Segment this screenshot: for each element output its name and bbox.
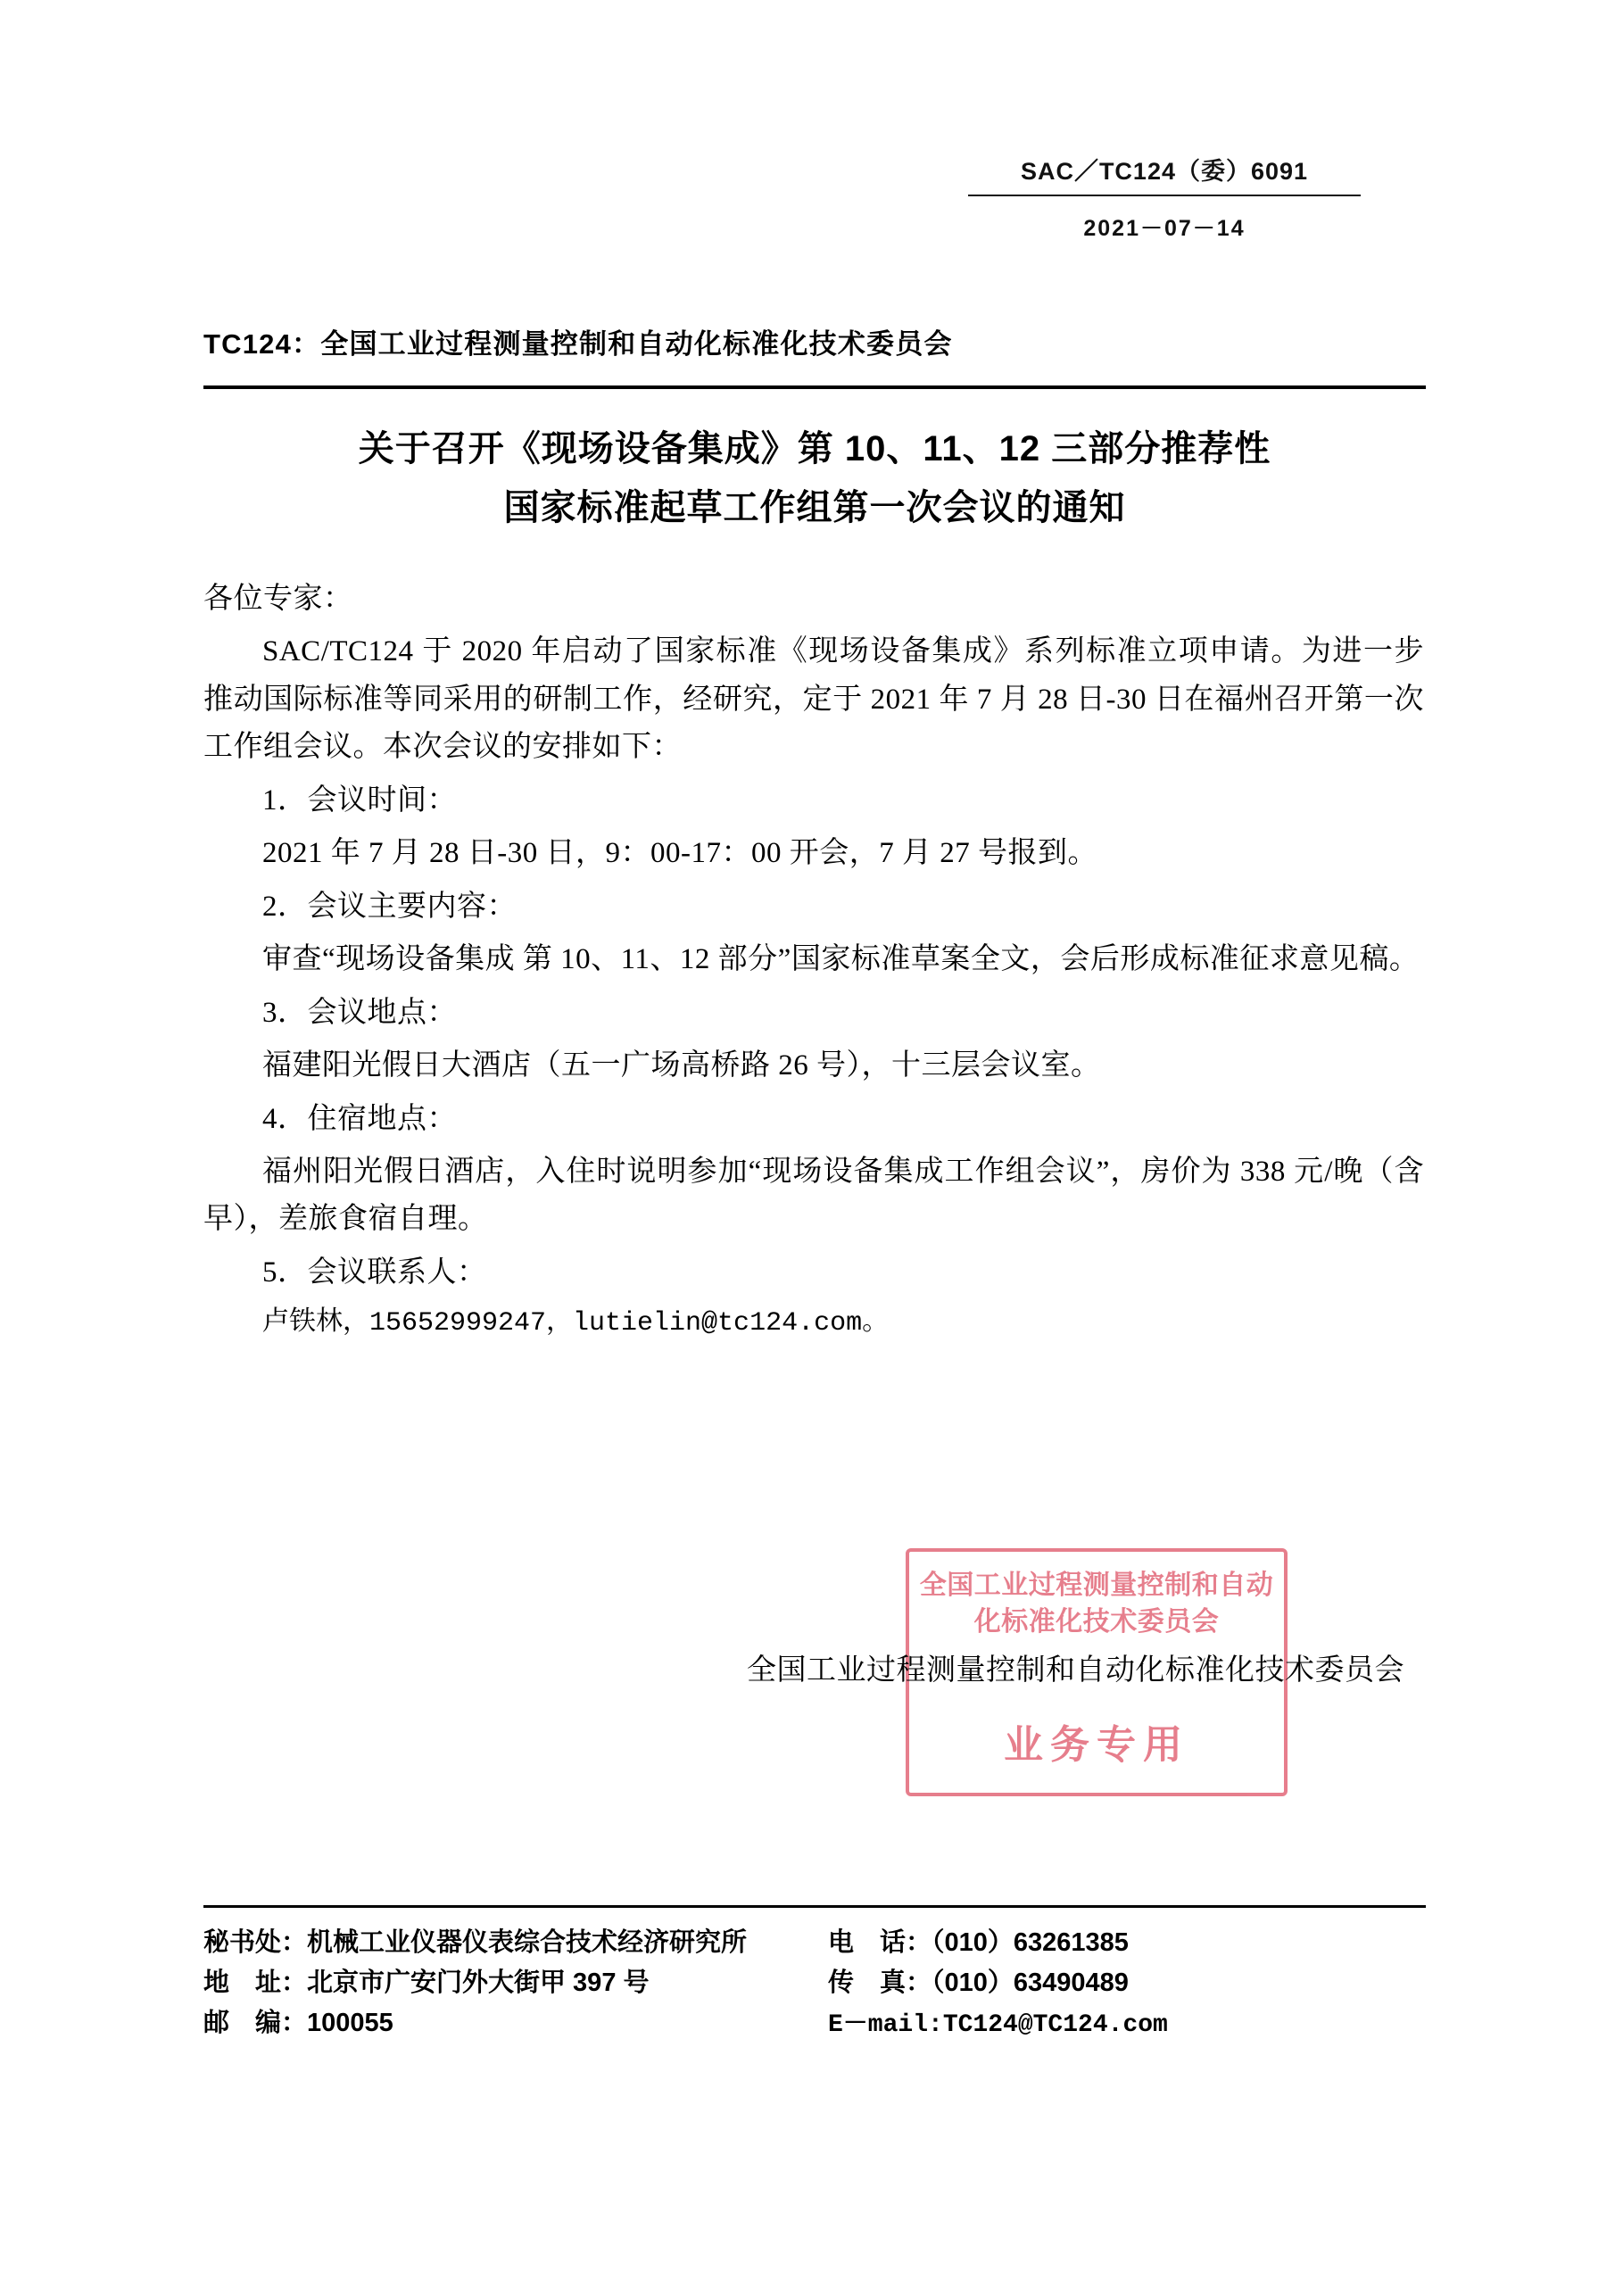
title-line-2: 国家标准起草工作组第一次会议的通知 bbox=[503, 488, 1126, 527]
document-number-block bbox=[968, 156, 1361, 243]
item-2-body: 审查“现场设备集成 第 10、11、12 部分”国家标准草案全文，会后形成标准征求意见稿。 bbox=[262, 943, 1420, 976]
footer-row bbox=[203, 1923, 1426, 1963]
header-divider bbox=[203, 385, 1426, 389]
committee-name: TC124：全国工业过程测量控制和自动化标准化技术委员会 bbox=[203, 328, 953, 360]
item-4-body: 福州阳光假日酒店，入住时说明参加“现场设备集成工作组会议”，房价为 338 元/晚（含早），差旅食宿自理。 bbox=[203, 1155, 1424, 1236]
footer-divider bbox=[203, 1905, 1426, 1908]
document-number-rule bbox=[968, 195, 1361, 196]
salutation: 各位专家： bbox=[203, 583, 353, 615]
footer-postcode: 邮 编：100055 bbox=[203, 2008, 393, 2037]
item-2-head: 2．会议主要内容： bbox=[262, 890, 517, 923]
seal-top-text: 全国工业过程测量控制和自动化标准化技术委员会 bbox=[919, 1571, 1274, 1637]
seal-bottom-text: 业务专用 bbox=[1004, 1723, 1189, 1767]
footer-row bbox=[203, 2003, 1426, 2044]
signature-line: 全国工业过程测量控制和自动化标准化技术委员会 bbox=[747, 1654, 1404, 1687]
document-body bbox=[203, 576, 1424, 1351]
document-date: 2021－07－14 bbox=[1083, 216, 1246, 242]
footer-block bbox=[203, 1923, 1426, 2044]
item-3-head: 3．会议地点： bbox=[262, 996, 457, 1029]
item-5-head: 5．会议联系人： bbox=[262, 1256, 487, 1289]
footer-row bbox=[203, 1963, 1426, 2003]
footer-phone: 电 话：（010）63261385 bbox=[828, 1928, 1129, 1957]
document-number: SAC／TC124（委）6091 bbox=[1020, 158, 1309, 185]
title-line-1: 关于召开《现场设备集成》第 10、11、12 三部分推荐性 bbox=[358, 429, 1271, 468]
page-title bbox=[203, 419, 1426, 537]
footer-address: 地 址：北京市广安门外大街甲 397 号 bbox=[203, 1968, 650, 1997]
item-1-head: 1．会议时间： bbox=[262, 783, 457, 816]
footer-email: E－mail:TC124@TC124.com bbox=[828, 2010, 1168, 2039]
intro-paragraph: SAC/TC124 于 2020 年启动了国家标准《现场设备集成》系列标准立项申请。为进一步推动国际标准等同采用的研制工作，经研究，定于 2021 年 7 月 28 日-30 日在福州召开第一次工作组会议。本次会议的安排如下： bbox=[203, 635, 1424, 764]
item-3-body: 福建阳光假日大酒店（五一广场高桥路 26 号），十三层会议室。 bbox=[262, 1049, 1101, 1082]
item-1-body: 2021 年 7 月 28 日-30 日，9：00-17：00 开会，7 月 27 号报到。 bbox=[262, 837, 1097, 870]
footer-secretariat: 秘书处：机械工业仪器仪表综合技术经济研究所 bbox=[203, 1928, 748, 1957]
item-4-head: 4．住宿地点： bbox=[262, 1102, 457, 1135]
footer-fax: 传 真：（010）63490489 bbox=[828, 1968, 1129, 1997]
item-5-body: 卢铁林，15652999247，lutielin@tc124.com。 bbox=[262, 1308, 890, 1339]
